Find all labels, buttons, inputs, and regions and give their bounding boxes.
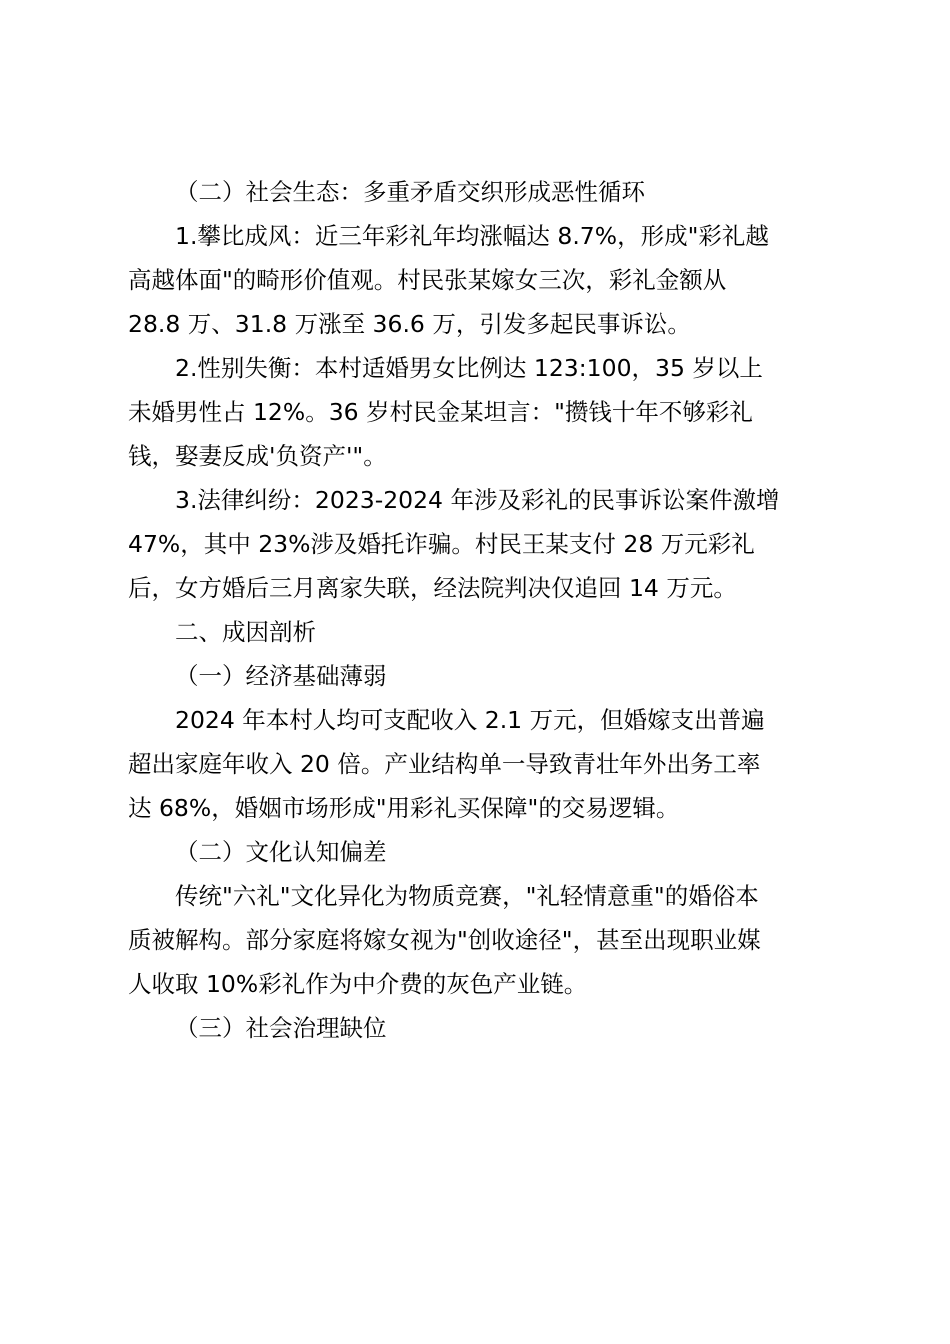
paragraph-line: 超出家庭年收入 20 倍。产业结构单一导致青壮年外出务工率 [128,750,761,778]
paragraph-line: 后，女方婚后三月离家失联，经法院判决仅追回 14 万元。 [128,574,737,602]
paragraph-line: 47%，其中 23%涉及婚托诈骗。村民王某支付 28 万元彩礼 [128,530,755,558]
paragraph-line: 未婚男性占 12%。36 岁村民金某坦言："攒钱十年不够彩礼 [128,398,753,426]
paragraph-line: 1.攀比成风：近三年彩礼年均涨幅达 8.7%，形成"彩礼越 [175,222,769,250]
document-body [128,170,828,1050]
section-heading-cause-analysis: 二、成因剖析 [175,618,316,646]
paragraph-line: 3.法律纠纷：2023-2024 年涉及彩礼的民事诉讼案件激增 [175,486,780,514]
paragraph-line: 人收取 10%彩礼作为中介费的灰色产业链。 [128,970,588,998]
paragraph-line: 达 68%，婚姻市场形成"用彩礼买保障"的交易逻辑。 [128,794,680,822]
paragraph-line: 传统"六礼"文化异化为物质竞赛，"礼轻情意重"的婚俗本 [175,882,759,910]
section-heading-social-ecology: （二）社会生态：多重矛盾交织形成恶性循环 [175,178,645,206]
paragraph-line: 质被解构。部分家庭将嫁女视为"创收途径"，甚至出现职业媒 [128,926,761,954]
subsection-heading-culture: （二）文化认知偏差 [175,838,387,866]
paragraph-line: 高越体面"的畸形价值观。村民张某嫁女三次，彩礼金额从 [128,266,727,294]
subsection-heading-governance: （三）社会治理缺位 [175,1014,387,1042]
subsection-heading-economy: （一）经济基础薄弱 [175,662,387,690]
paragraph-line: 28.8 万、31.8 万涨至 36.6 万，引发多起民事诉讼。 [128,310,691,338]
paragraph-line: 2024 年本村人均可支配收入 2.1 万元，但婚嫁支出普遍 [175,706,765,734]
paragraph-line: 钱，娶妻反成'负资产'"。 [128,442,387,470]
paragraph-line: 2.性别失衡：本村适婚男女比例达 123:100，35 岁以上 [175,354,763,382]
